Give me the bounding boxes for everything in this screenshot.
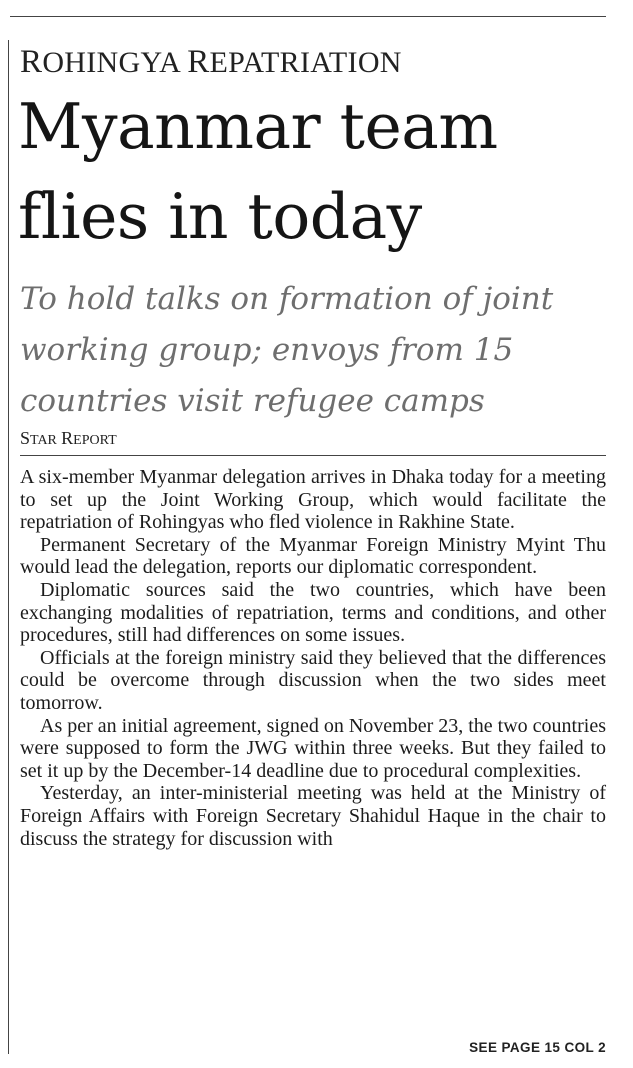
kicker-rest-2: EPATRIATION [209,46,402,79]
headline: Myanmar team flies in today [18,90,498,253]
continued-on-link[interactable]: SEE PAGE 15 COL 2 [469,1040,606,1055]
paragraph: Diplomatic sources said the two countries, which have been exchanging modalities of repatriation, terms and conditions, and other procedures, still had differences on some issues. [20,578,606,647]
column-rule [8,40,9,1054]
byline-rule [20,455,606,456]
kicker-initial-2: R [187,44,210,80]
byline-initial-2: R [61,428,74,448]
byline-rest-2: EPORT [73,433,117,448]
paragraph: Yesterday, an inter-ministerial meeting was held at the Ministry of Foreign Affairs with Foreign Secretary Shahidul Haque in the chair to discuss the strategy for discussion with [20,782,606,850]
top-rule [10,16,606,17]
paragraph: As per an initial agreement, signed on November 23, the two countries were supposed to form the JWG within three weeks. But they failed to set it up by the December-14 deadline due to procedural complexities. [20,714,606,782]
deck: To hold talks on formation of joint working group; envoys from 15 countries visit refugee camps [20,281,554,419]
kicker-initial-1: R [20,44,43,80]
byline-rest-1: TAR [30,433,57,448]
paragraph: A six-member Myanmar delegation arrives in Dhaka today for a meeting to set up the Joint Working Group, which would facilitate the repatriation of Rohingyas who fled violence in Rakhine State. [20,466,606,534]
paragraph: Officials at the foreign ministry said they believed that the differences could be overcome through discussion when the two sides meet tomorrow. [20,646,606,714]
byline [20,428,117,451]
article-body [20,466,606,850]
byline-initial-1: S [20,428,31,448]
paragraph: Permanent Secretary of the Myanmar Foreign Ministry Myint Thu would lead the delegation, reports our diplomatic correspondent. [20,533,606,579]
kicker-rest-1: OHINGYA [42,46,180,79]
kicker [20,44,402,81]
